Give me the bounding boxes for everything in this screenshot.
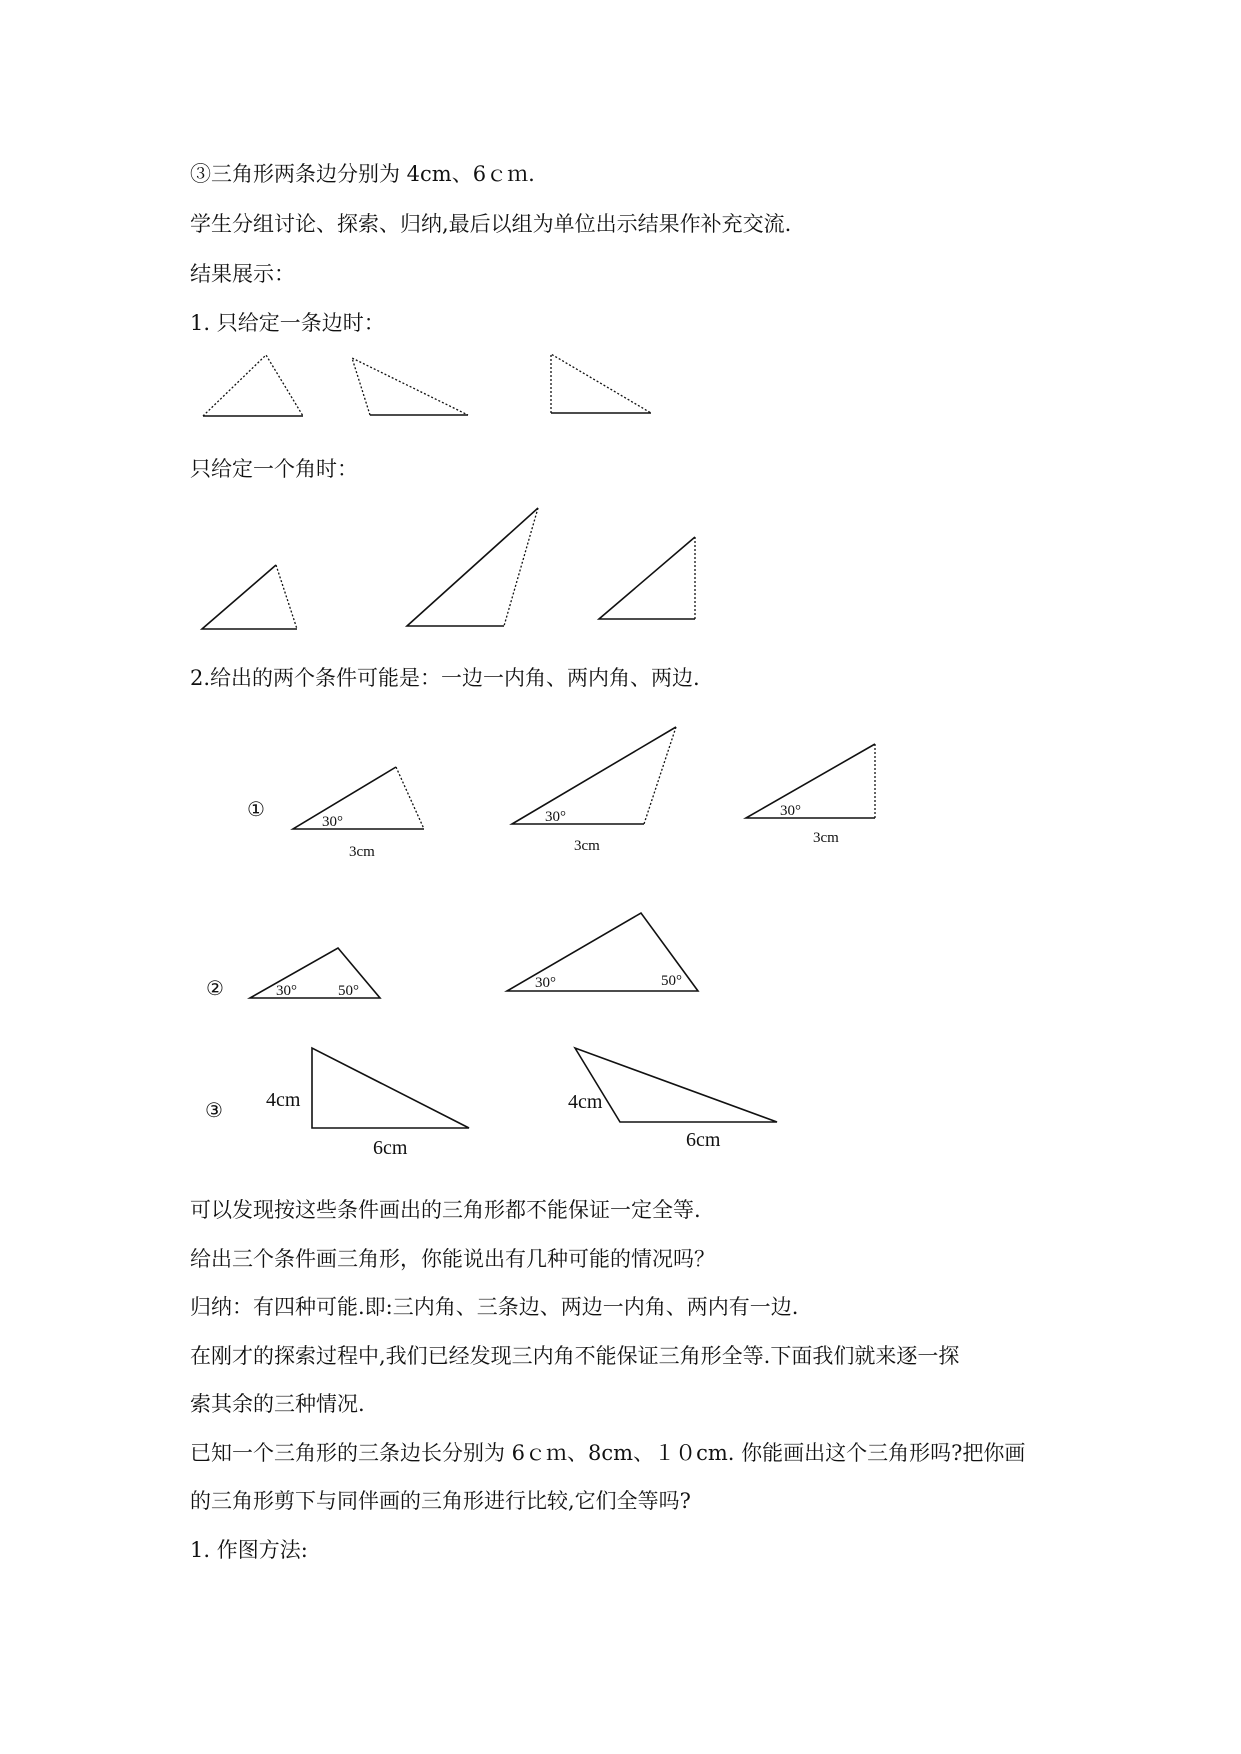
text-line-2: 学生分组讨论、探索、归纳,最后以组为单位出示结果作补充交流.: [190, 212, 792, 236]
angle-label: 50°: [661, 973, 682, 989]
text-line-14: 1. 作图方法:: [190, 1538, 308, 1562]
one-side-triangle-2: [352, 358, 468, 415]
one-angle-triangle-2: [407, 508, 538, 626]
side-label: 4cm: [266, 1089, 301, 1111]
text-line-9: 归纳：有四种可能.即:三内角、三条边、两边一内角、两内有一边.: [190, 1295, 799, 1319]
one-angle-triangle-3: [599, 537, 695, 619]
angle-label: 50°: [338, 983, 359, 999]
angle-label: 30°: [276, 983, 297, 999]
angle-label: 30°: [780, 803, 801, 819]
side-angle-triangle-3: [746, 744, 875, 818]
text-line-8: 给出三个条件画三角形，你能说出有几种可能的情况吗？: [190, 1247, 715, 1271]
two-side-triangle-1: [312, 1048, 469, 1128]
marker-1: ①: [247, 797, 265, 821]
one-side-triangle-3: [551, 354, 651, 413]
side-label: 3cm: [813, 830, 839, 846]
angle-label: 30°: [535, 975, 556, 991]
text-line-4: 1. 只给定一条边时：: [190, 311, 385, 335]
one-angle-triangle-1: [202, 565, 297, 629]
text-line-10: 在刚才的探索过程中,我们已经发现三内角不能保证三角形全等.下面我们就来逐一探: [190, 1344, 960, 1368]
side-label: 6cm: [686, 1129, 721, 1151]
marker-2: ②: [206, 976, 224, 1000]
angle-label: 30°: [545, 809, 566, 825]
side-angle-triangle-1: [293, 767, 424, 829]
angle-label: 30°: [322, 814, 343, 830]
one-side-triangle-1: [203, 355, 303, 416]
text-line-1: ③三角形两条边分别为 4cm、6ｃｍ.: [190, 162, 535, 186]
two-angle-triangle-1: [250, 948, 380, 998]
text-line-5: 只给定一个角时：: [190, 457, 358, 481]
side-label: 3cm: [574, 838, 600, 854]
text-line-6: 2.给出的两个条件可能是：一边一内角、两内角、两边.: [190, 666, 700, 690]
side-angle-triangle-2: [512, 727, 676, 824]
side-label: 6cm: [373, 1137, 408, 1159]
text-line-11: 索其余的三种情况.: [190, 1392, 365, 1416]
text-line-12: 已知一个三角形的三条边长分别为 6ｃｍ、8cm、１０cm. 你能画出这个三角形吗?把你画: [190, 1441, 1026, 1465]
text-line-13: 的三角形剪下与同伴画的三角形进行比较,它们全等吗?: [190, 1489, 691, 1513]
text-line-3: 结果展示：: [190, 262, 295, 286]
text-line-7: 可以发现按这些条件画出的三角形都不能保证一定全等.: [190, 1198, 701, 1222]
marker-3: ③: [205, 1098, 223, 1122]
side-label: 4cm: [568, 1091, 603, 1113]
two-side-triangle-2: [575, 1048, 777, 1122]
side-label: 3cm: [349, 844, 375, 860]
